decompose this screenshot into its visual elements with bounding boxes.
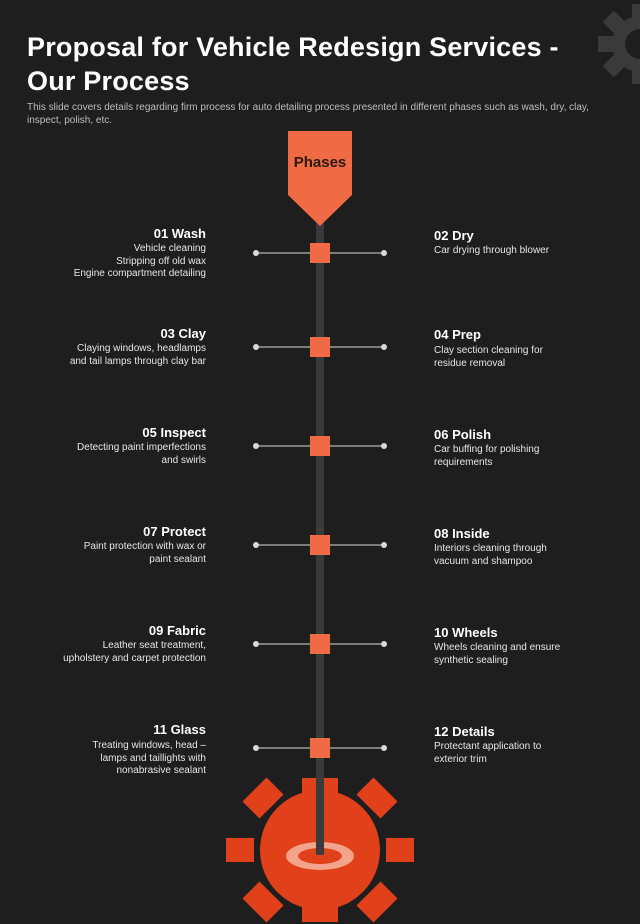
connector-dot (381, 745, 387, 751)
step-marker (310, 436, 330, 456)
step-description: Paint protection with wax or paint sealant (83, 541, 206, 565)
step-description: Clay section cleaning for residue removal (434, 345, 543, 369)
step-title: 02 Dry (434, 228, 474, 243)
step-description: Protectant application to exterior trim (434, 741, 542, 765)
connector-dot (253, 745, 259, 751)
connector-dot (381, 443, 387, 449)
step-title: 05 Inspect (142, 425, 206, 440)
step-title: 09 Fabric (148, 623, 206, 638)
step-title: 10 Wheels (434, 625, 498, 640)
step-marker (310, 337, 330, 357)
step-description: Wheels cleaning and ensure synthetic sealing (434, 642, 561, 666)
phases-banner (288, 131, 352, 226)
step-title: 04 Prep (434, 327, 481, 342)
connector-dot (253, 443, 259, 449)
connector-dot (381, 344, 387, 350)
step-description: Car drying through blower (434, 245, 550, 256)
connector-dot (381, 641, 387, 647)
step-marker (310, 738, 330, 758)
connector-dot (253, 542, 259, 548)
step-description: Detecting paint imperfections and swirls (77, 442, 206, 466)
phases-label: Phases (293, 154, 347, 171)
step-title: 03 Clay (160, 326, 206, 341)
step-title: 01 Wash (153, 226, 206, 241)
connector-dot (253, 344, 259, 350)
step-title: 07 Protect (143, 524, 206, 539)
step-description: Leather seat treatment, upholstery and carpet protection (63, 640, 206, 664)
connector-dot (253, 250, 259, 256)
step-marker (310, 634, 330, 654)
step-marker (310, 243, 330, 263)
step-description: Vehicle cleaning Stripping off old wax Engine compartment detailing (73, 243, 206, 279)
page-title: Proposal for Vehicle Redesign Services - Our Process (27, 32, 559, 96)
connector-dot (381, 542, 387, 548)
step-title: 06 Polish (434, 427, 492, 442)
connector-dot (253, 641, 259, 647)
step-title: 08 Inside (434, 526, 490, 541)
page-subtitle: This slide covers details regarding firm process for auto detailing process presented in different phases such as wash, dry, clay, inspect, polish, etc. (27, 102, 589, 126)
step-description: Interiors cleaning through vacuum and shampoo (434, 543, 547, 567)
step-description: Treating windows, head – lamps and taillights with nonabrasive sealant (92, 740, 206, 776)
step-title: 11 Glass (153, 722, 206, 737)
step-description: Car buffing for polishing requirements (434, 444, 540, 468)
step-title: 12 Details (434, 724, 495, 739)
step-marker (310, 535, 330, 555)
connector-dot (381, 250, 387, 256)
step-description: Claying windows, headlamps and tail lamps through clay bar (69, 343, 206, 367)
